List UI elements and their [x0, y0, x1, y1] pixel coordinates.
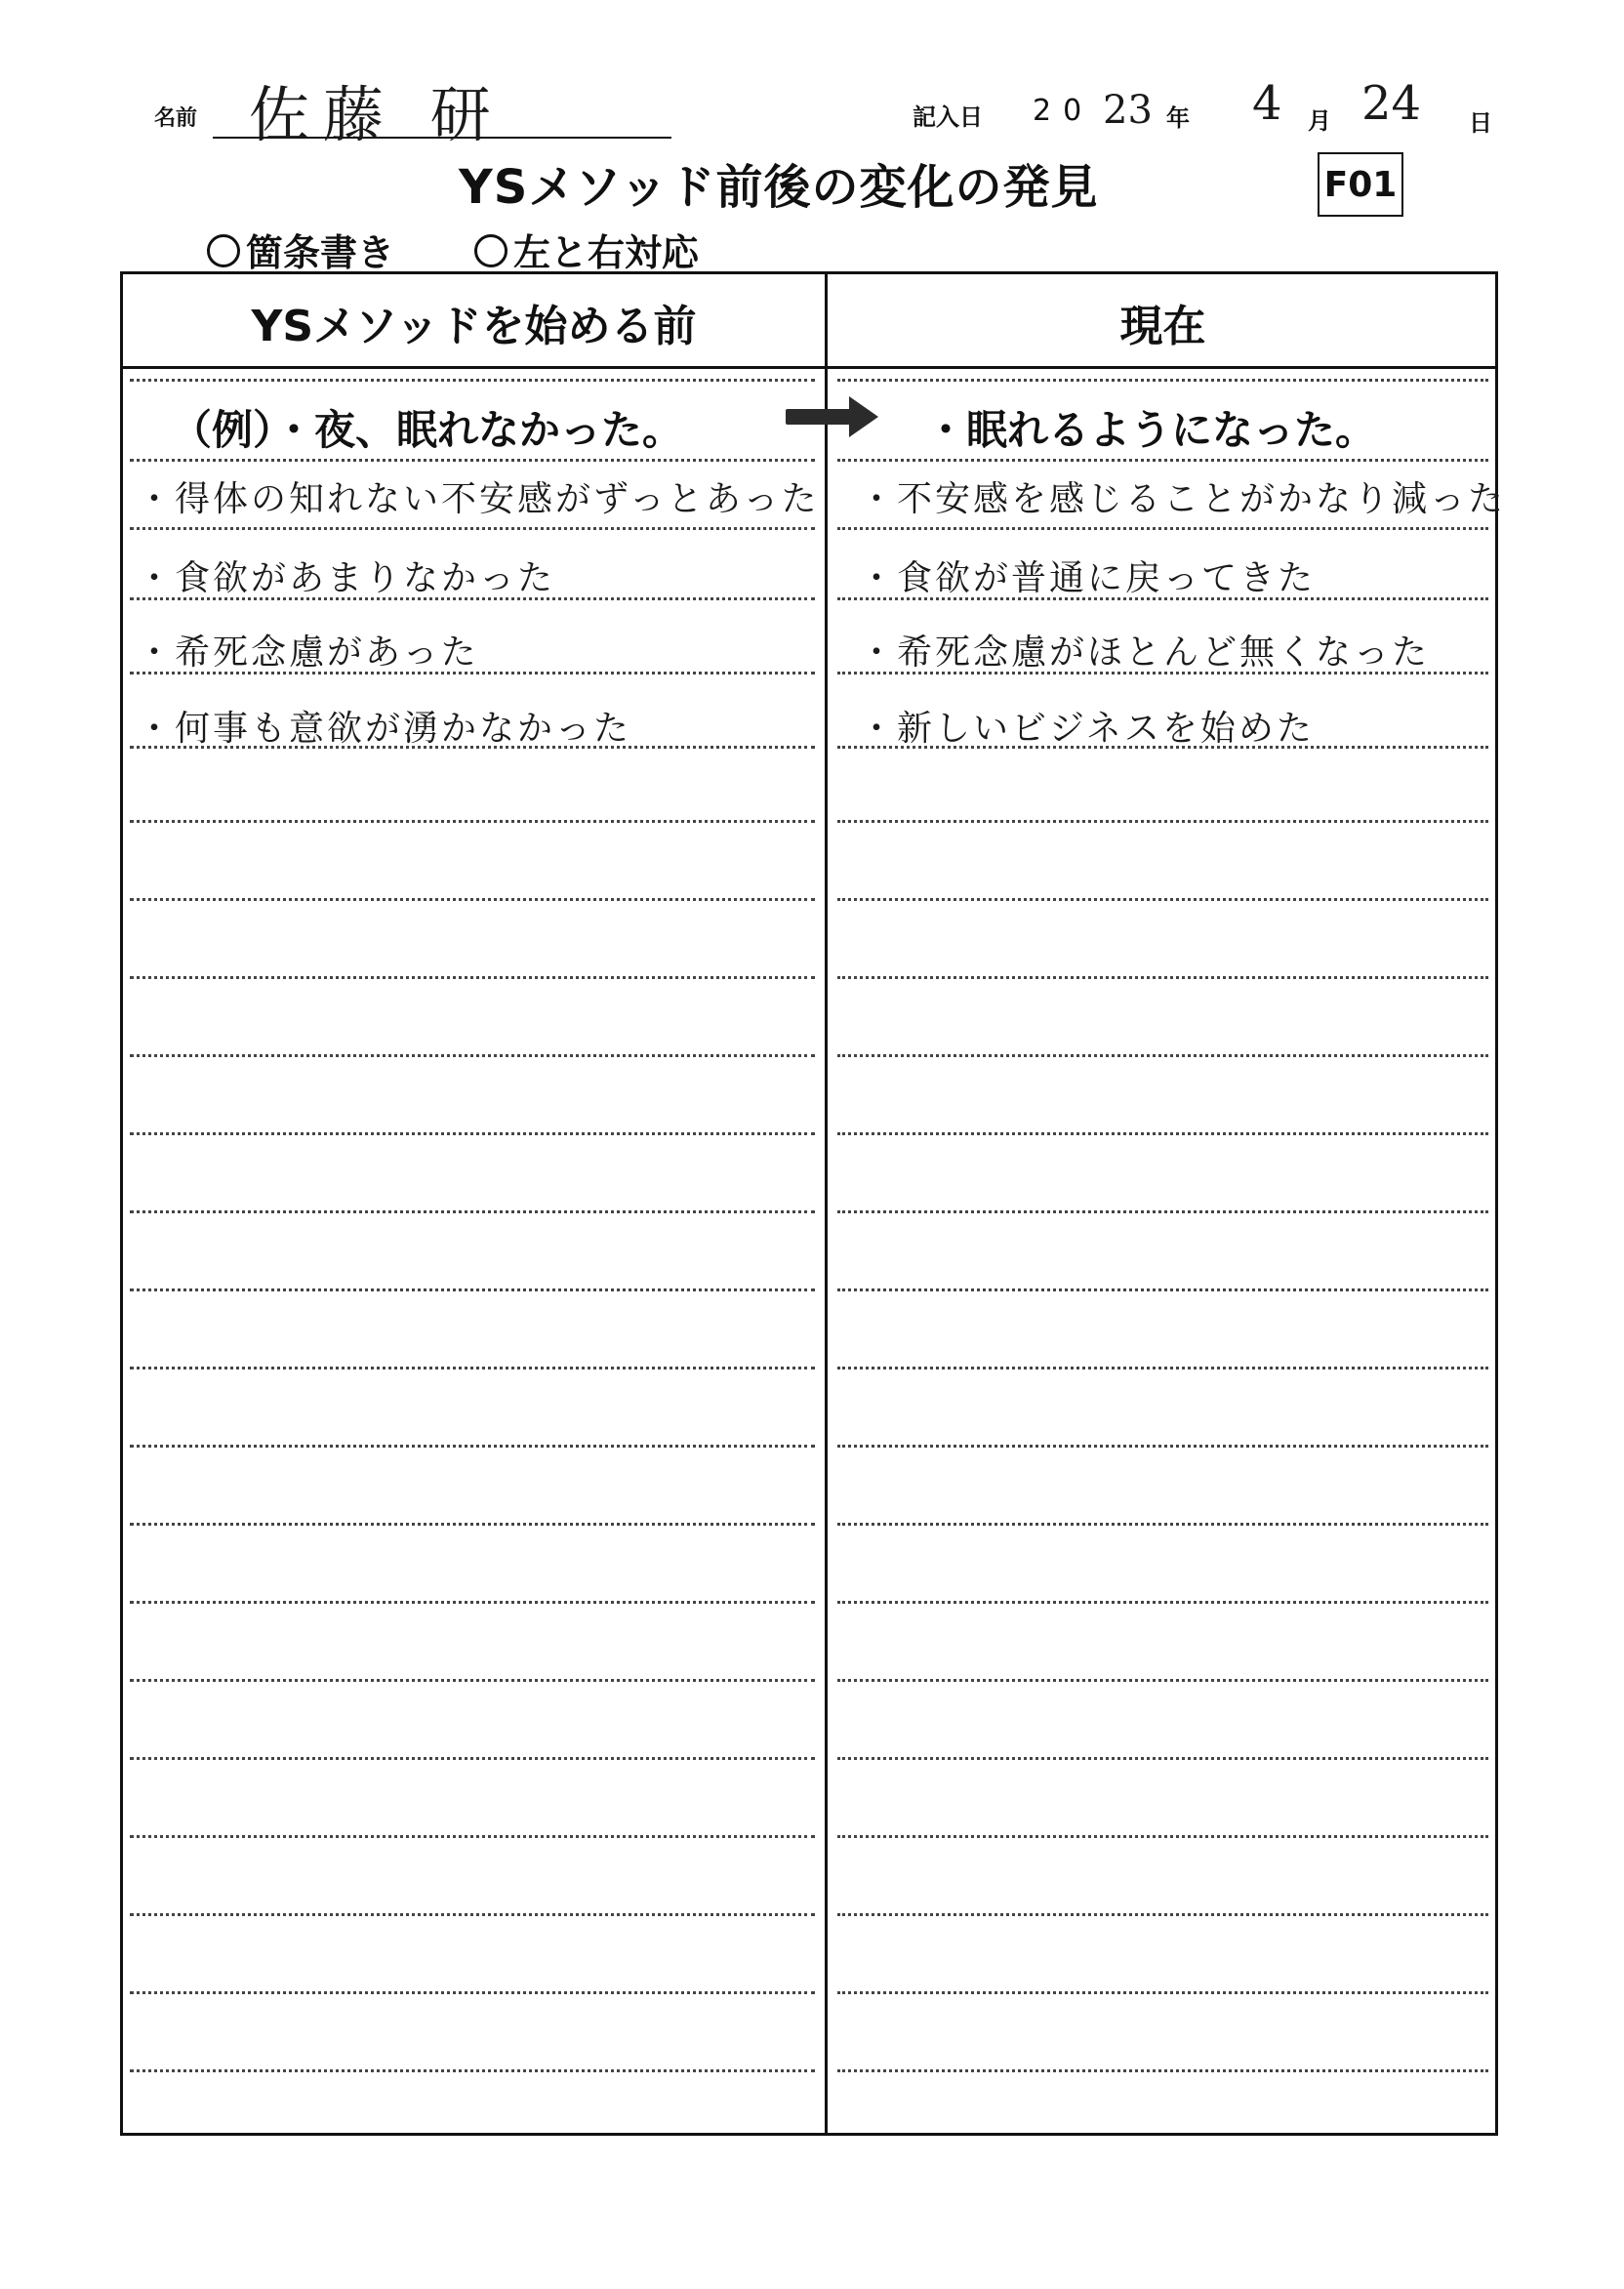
ruled-line: [130, 379, 815, 382]
arrow-head-icon: [849, 396, 878, 437]
page-title: YSメソッド前後の変化の発見: [459, 160, 1099, 215]
ruled-line: [837, 459, 1488, 462]
ruled-line: [837, 976, 1488, 979]
name-field[interactable]: 佐藤 研: [249, 79, 505, 150]
ruled-line: [130, 898, 815, 901]
month-unit: 月: [1308, 107, 1331, 135]
ruled-line: [837, 1601, 1488, 1604]
entry-before[interactable]: ・何事も意欲が湧かなかった: [137, 709, 632, 749]
example-before: （例）・夜、眠れなかった。: [171, 406, 684, 454]
ruled-line: [837, 1210, 1488, 1213]
ruled-line: [837, 1991, 1488, 1994]
column-header-now: 現在: [1119, 302, 1206, 351]
ruled-line: [837, 2069, 1488, 2072]
instruction-text: 箇条書き: [246, 231, 395, 274]
instruction-correspond: [474, 223, 699, 276]
ruled-line: [837, 820, 1488, 823]
column-header-before: YSメソッドを始める前: [251, 302, 697, 351]
entry-after[interactable]: ・食欲が普通に戻ってきた: [859, 558, 1317, 598]
ruled-line: [130, 1679, 815, 1682]
date-label: 記入日: [913, 103, 983, 131]
year-field[interactable]: 23: [1103, 88, 1153, 133]
ruled-line: [837, 1523, 1488, 1526]
entry-before[interactable]: ・食欲があまりなかった: [137, 558, 556, 598]
ruled-line: [130, 1913, 815, 1916]
ruled-line: [837, 1445, 1488, 1448]
ruled-line: [837, 1679, 1488, 1682]
instruction-text: 左と右対応: [513, 231, 700, 274]
ruled-line: [837, 1288, 1488, 1291]
ruled-line: [130, 976, 815, 979]
circle-icon: [207, 234, 240, 267]
example-after: ・眠れるようになった。: [925, 406, 1377, 454]
ruled-line: [130, 1523, 815, 1526]
ruled-line: [837, 1913, 1488, 1916]
column-divider: [825, 271, 828, 2136]
header-divider: [120, 366, 1498, 369]
ruled-line: [130, 459, 815, 462]
ruled-line: [130, 1835, 815, 1838]
arrow-icon: [786, 409, 854, 425]
name-label: 名前: [154, 106, 198, 131]
ruled-line: [130, 1367, 815, 1369]
ruled-line: [837, 1367, 1488, 1369]
entry-before[interactable]: ・希死念慮があった: [137, 633, 479, 673]
ruled-line: [130, 1210, 815, 1213]
day-unit: 日: [1469, 109, 1492, 137]
ruled-line: [130, 1757, 815, 1760]
ruled-line: [130, 1601, 815, 1604]
form-code-badge: F01: [1318, 152, 1403, 217]
ruled-line: [130, 2069, 815, 2072]
instruction-bullets: [207, 223, 394, 276]
ruled-line: [837, 527, 1488, 530]
ruled-line: [837, 898, 1488, 901]
entry-after[interactable]: ・不安感を感じることがかなり減った: [859, 479, 1507, 519]
ruled-line: [837, 1132, 1488, 1135]
entry-before[interactable]: ・得体の知れない不安感がずっとあった: [137, 479, 820, 519]
entry-after[interactable]: ・希死念慮がほとんど無くなった: [859, 633, 1431, 673]
entry-after[interactable]: ・新しいビジネスを始めた: [859, 709, 1315, 749]
ruled-line: [837, 1835, 1488, 1838]
circle-icon: [474, 234, 508, 267]
month-field[interactable]: 4: [1252, 76, 1282, 131]
ruled-line: [130, 820, 815, 823]
ruled-line: [837, 1757, 1488, 1760]
day-field[interactable]: 24: [1361, 76, 1422, 131]
ruled-line: [130, 527, 815, 530]
ruled-line: [837, 1054, 1488, 1057]
ruled-line: [130, 1132, 815, 1135]
ruled-line: [130, 1991, 815, 1994]
ruled-line: [130, 1288, 815, 1291]
ruled-line: [130, 1445, 815, 1448]
ruled-line: [837, 379, 1488, 382]
year-unit: 年: [1166, 104, 1190, 132]
ruled-line: [130, 1054, 815, 1057]
year-prefix: 20: [1033, 94, 1094, 128]
